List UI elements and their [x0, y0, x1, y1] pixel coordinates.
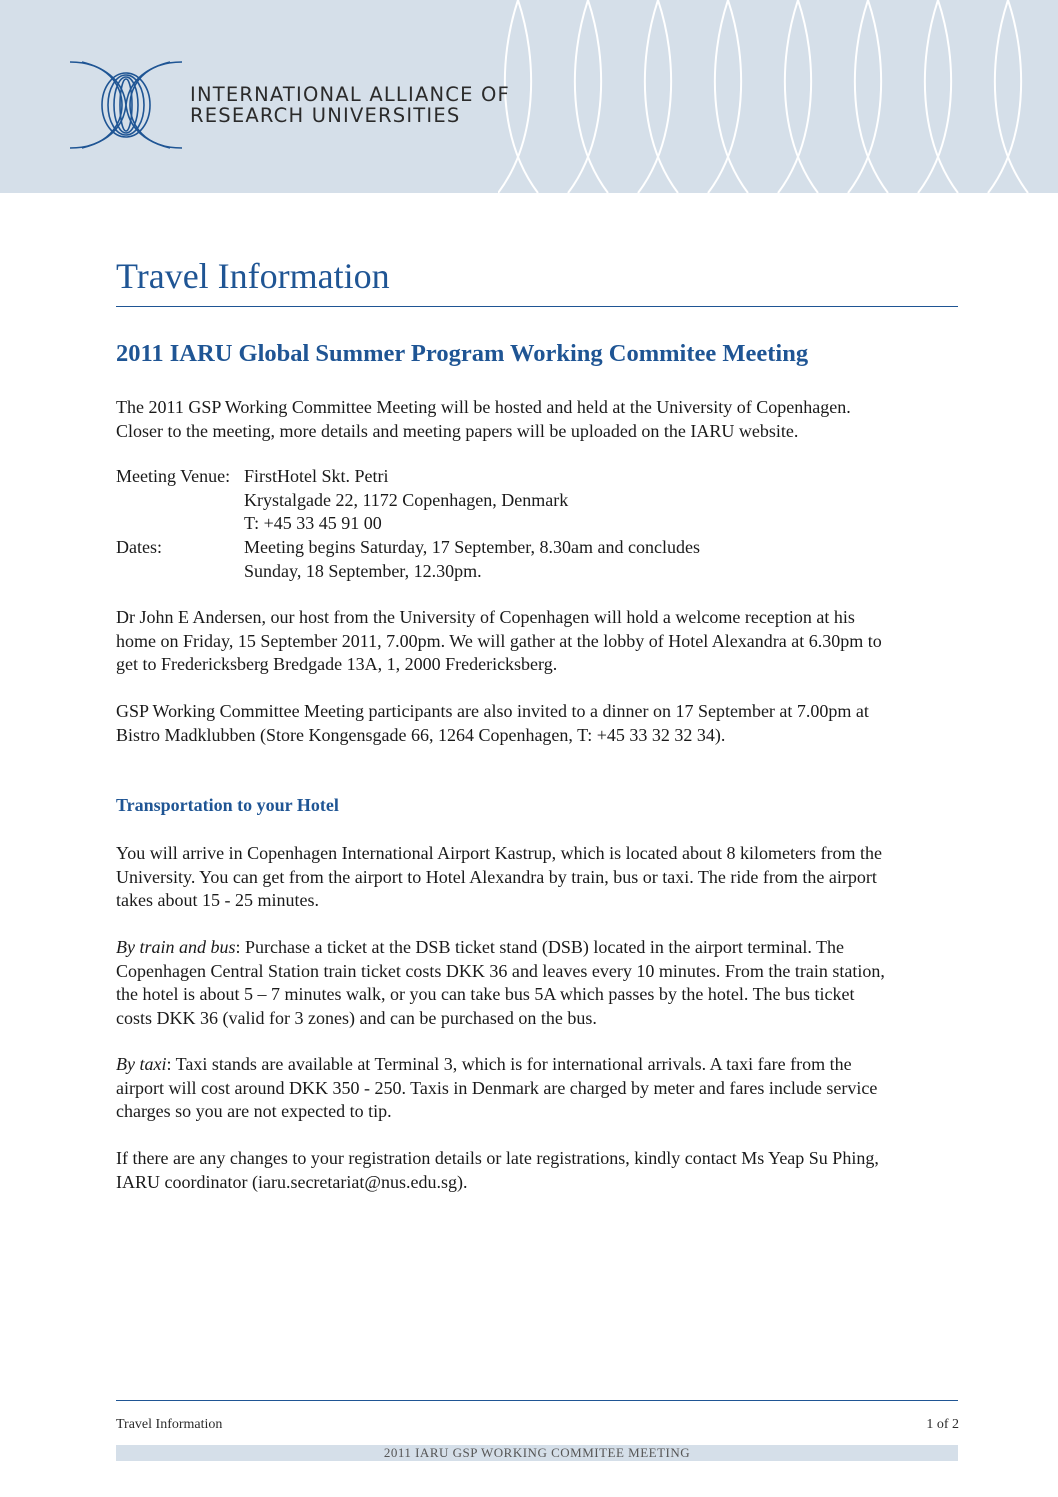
venue-phone: T: +45 33 45 91 00	[244, 513, 382, 533]
venue-name: FirstHotel Skt. Petri	[244, 466, 389, 486]
taxi-text: : Taxi stands are available at Terminal 3, which is for international arrivals. A taxi fare from the	[166, 1054, 852, 1074]
intro-line: Closer to the meeting, more details and meeting papers will be uploaded on the IARU website.	[116, 420, 799, 441]
train-bus-paragraph	[116, 936, 961, 1030]
arrival-paragraph	[116, 842, 961, 913]
dinner-line: Bistro Madklubben (Store Kongensgade 66, 1264 Copenhagen, T: +45 33 32 32 34).	[116, 724, 726, 745]
train-bus-line: costs DKK 36 (valid for 3 zones) and can be purchased on the bus.	[116, 1007, 597, 1028]
reception-line: Dr John E Andersen, our host from the University of Copenhagen will hold a welcome reception at his	[116, 607, 855, 627]
venue-label: Meeting Venue:	[116, 466, 231, 486]
footer-title: Travel Information	[116, 1417, 223, 1432]
dates-line: Sunday, 18 September, 12.30pm.	[244, 560, 482, 581]
taxi-line: airport will cost around DKK 350 - 250. Taxis in Denmark are charged by meter and fares include service	[116, 1077, 878, 1098]
iaru-logo-icon	[68, 58, 184, 152]
arrival-line: You will arrive in Copenhagen International Airport Kastrup, which is located about 8 kilometers from the	[116, 843, 883, 863]
org-name-line-1: INTERNATIONAL ALLIANCE OF	[190, 83, 510, 106]
organization-name	[190, 84, 510, 126]
train-bus-line: Copenhagen Central Station train ticket costs DKK 36 and leaves every 10 minutes. From the train station,	[116, 960, 885, 981]
taxi-paragraph	[116, 1053, 961, 1124]
intro-line: The 2011 GSP Working Committee Meeting will be hosted and held at the University of Copenhagen.	[116, 397, 851, 417]
intro-paragraph	[116, 396, 961, 443]
reception-paragraph	[116, 606, 961, 677]
header-arc-decoration	[498, 0, 1058, 193]
taxi-line	[116, 1053, 961, 1077]
taxi-label: By taxi	[116, 1054, 167, 1074]
arrival-line: University. You can get from the airport to Hotel Alexandra by train, bus or taxi. The ride from the airport	[116, 866, 877, 887]
dates-line: Meeting begins Saturday, 17 September, 8.30am and concludes	[244, 537, 701, 557]
contact-paragraph	[116, 1147, 961, 1194]
org-name-line-2: RESEARCH UNIVERSITIES	[190, 104, 461, 127]
contact-line: If there are any changes to your registration details or late registrations, kindly contact Ms Yeap Su Phing,	[116, 1148, 879, 1168]
train-bus-line: the hotel is about 5 – 7 minutes walk, or you can take bus 5A which passes by the hotel. The bus ticket	[116, 984, 855, 1004]
title-divider	[116, 306, 958, 307]
transport-heading: Transportation to your Hotel	[116, 795, 339, 815]
venue-address: Krystalgade 22, 1172 Copenhagen, Denmark	[244, 489, 569, 510]
dinner-line: GSP Working Committee Meeting participants are also invited to a dinner on 17 September at 7.00pm at	[116, 701, 869, 721]
page-header	[0, 0, 1058, 193]
taxi-line: charges so you are not expected to tip.	[116, 1101, 392, 1121]
dates-label: Dates:	[116, 537, 162, 557]
page-title: Travel Information	[116, 256, 390, 296]
dates-details	[244, 536, 700, 583]
reception-line: get to Fredericksberg Bredgade 13A, 1, 2000 Fredericksberg.	[116, 654, 558, 674]
contact-line: IARU coordinator (iaru.secretariat@nus.edu.sg).	[116, 1171, 468, 1192]
arrival-line: takes about 15 - 25 minutes.	[116, 890, 319, 910]
page-number: 1 of 2	[926, 1417, 959, 1432]
meeting-subtitle: 2011 IARU Global Summer Program Working Commitee Meeting	[116, 340, 809, 367]
reception-line: home on Friday, 15 September 2011, 7.00pm. We will gather at the lobby of Hotel Alexandra at 6.30pm to	[116, 630, 882, 651]
train-bus-line	[116, 936, 961, 960]
train-bus-text: : Purchase a ticket at the DSB ticket stand (DSB) located in the airport terminal. The	[235, 937, 845, 957]
footer-band: 2011 IARU GSP WORKING COMMITEE MEETING	[116, 1445, 958, 1461]
dinner-paragraph	[116, 700, 961, 747]
venue-details	[244, 465, 568, 536]
footer-divider	[116, 1400, 958, 1401]
train-bus-label: By train and bus	[116, 937, 236, 957]
